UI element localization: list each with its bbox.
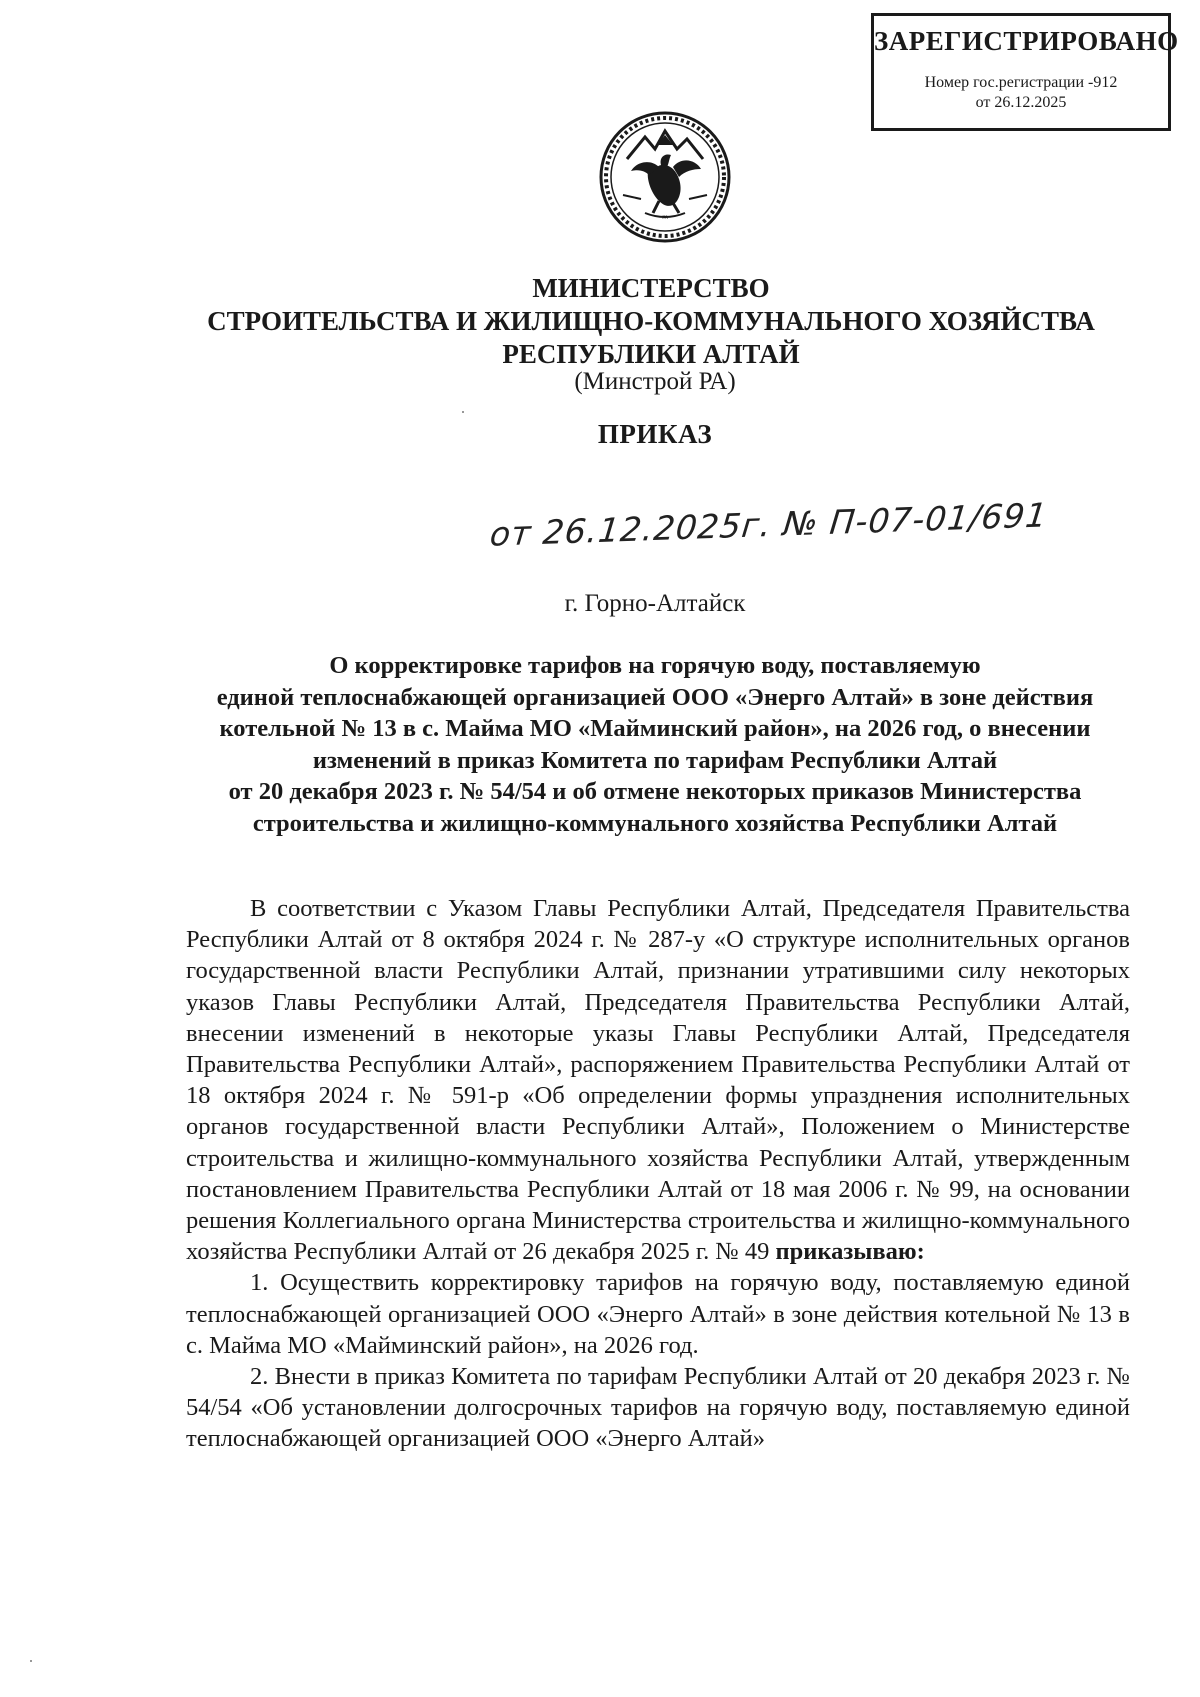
order-subject — [180, 650, 1130, 839]
order-body — [186, 893, 1130, 1455]
item-2: 2. Внести в приказ Комитета по тарифам Республики Алтай от 20 декабря 2023 г. № 54/54 «Об установлении долгосрочных тарифов на горячую воду, поставляемую единой теплоснабжающей организацией ООО «Энерго Алтай» — [186, 1363, 1130, 1453]
handwritten-date-number: от 26.12.2025г. № П-07-01/691 — [488, 495, 1050, 554]
city: г. Горно-Алтайск — [564, 590, 746, 617]
stamp-reg-date: от 26.12.2025 — [975, 94, 1067, 111]
ministry-line-1: МИНИСТЕРСТВО — [532, 273, 770, 303]
ministry-line-2: СТРОИТЕЛЬСТВА И ЖИЛИЩНО-КОММУНАЛЬНОГО ХОЗЯЙСТВА — [207, 306, 1095, 336]
subject-line-2: единой теплоснабжающей организацией ООО «Энерго Алтай» в зоне действия — [216, 683, 1094, 711]
ministry-name — [0, 272, 1200, 371]
ministry-line-3: РЕСПУБЛИКИ АЛТАЙ — [502, 339, 800, 369]
subject-line-5: от 20 декабря 2023 г. № 54/54 и об отмене некоторых приказов Министерства — [228, 778, 1082, 805]
decree-word: приказываю: — [775, 1238, 925, 1266]
svg-text:m: m — [662, 214, 668, 221]
scan-speck — [462, 411, 464, 413]
subject-line-1: О корректировке тарифов на горячую воду, поставляемую — [329, 652, 981, 679]
preamble-text: В соответствии с Указом Главы Республики Алтай, Председателя Правительства Республики Алтай от 8 октября 2024 г. № 287-у «О структуре исполнительных органов государственной власти Республики Алтай, признании утратившими силу некоторых указов Главы Республики Алтай, Председателя Правительства Республики Алтай, внесении изменений в некоторые указы Главы Республики Алтай, Председателя Правительства Республики Алтай», распоряжением Правительства Республики Алтай от 18 октября 2024 г. № 591-р «Об определении формы упразднения исполнительных органов государственной власти Республики Алтай», Положением о Министерстве строительства и жилищно-коммунального хозяйства Республики Алтай, утвержденным постановлением Правительства Республики Алтай от 18 мая 2006 г. № 99, на основании решения Коллегиального органа Министерства строительства и жилищно-коммунального хозяйства Республики Алтай от 26 декабря 2025 г. № 49 — [186, 895, 1130, 1266]
subject-line-4: изменений в приказ Комитета по тарифам Республики Алтай — [312, 746, 998, 774]
preamble-paragraph — [186, 893, 1130, 1267]
registration-stamp — [871, 13, 1179, 131]
ministry-short-name: (Минстрой РА) — [574, 368, 736, 395]
stamp-reg-number: Номер гос.регистрации -912 — [924, 74, 1118, 91]
subject-line-6: строительства и жилищно-коммунального хозяйства Республики Алтай — [252, 809, 1058, 837]
subject-line-3: котельной № 13 в с. Майма МО «Майминский район», на 2026 год, о внесении — [219, 715, 1091, 742]
scan-speck — [30, 1660, 32, 1662]
stamp-title: ЗАРЕГИСТРИРОВАНО — [874, 26, 1179, 56]
item-1: 1. Осуществить корректировку тарифов на горячую воду, поставляемую единой теплоснабжающей организацией ООО «Энерго Алтай» в зоне действия котельной № 13 в с. Майма МО «Майминский район», на 2026 год. — [186, 1269, 1130, 1359]
coat-of-arms-icon — [597, 109, 733, 245]
document-type: ПРИКАЗ — [597, 419, 713, 449]
